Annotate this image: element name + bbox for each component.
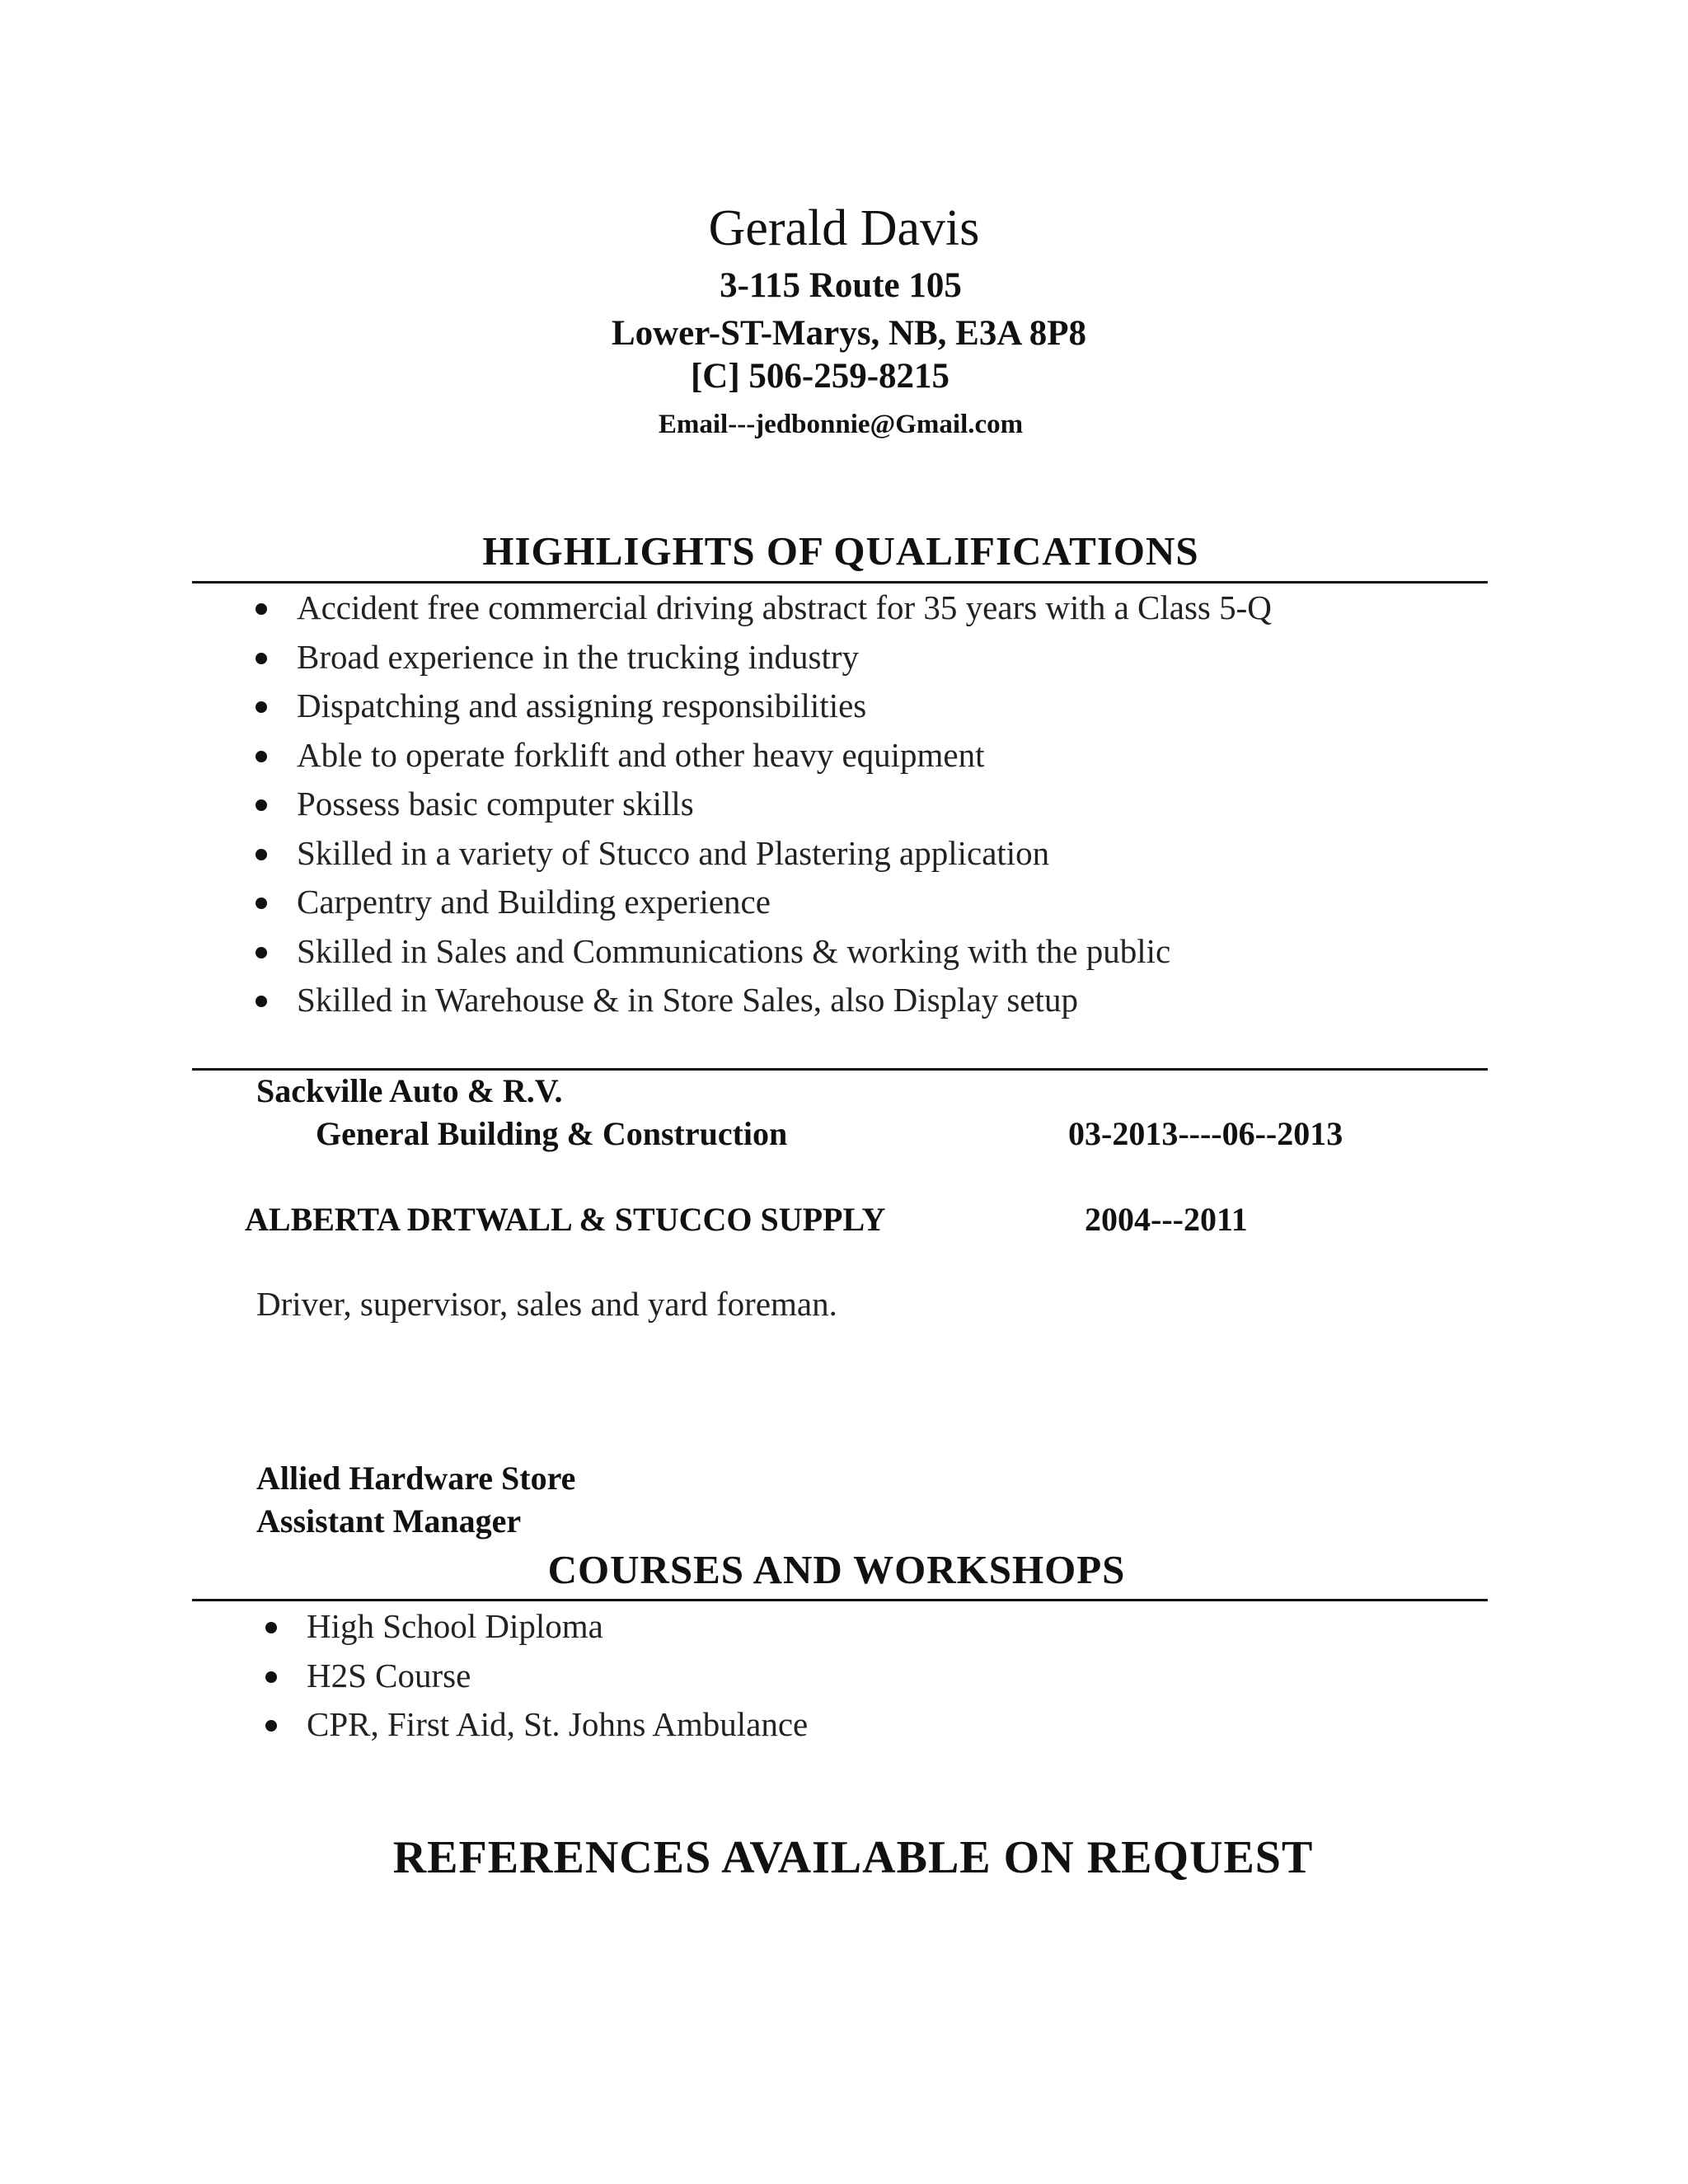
bullet-icon: [256, 603, 267, 615]
bullet-icon: [265, 1720, 277, 1732]
address-line-1: 3-115 Route 105: [720, 266, 962, 305]
list-item: Skilled in Warehouse & in Store Sales, also Display setup: [297, 976, 1272, 1025]
job2-description: Driver, supervisor, sales and yard foreman.: [256, 1285, 837, 1323]
bullet-icon: [256, 701, 267, 713]
list-item: Accident free commercial driving abstract for 35 years with a Class 5-Q: [297, 583, 1272, 633]
highlights-heading: HIGHLIGHTS OF QUALIFICATIONS: [482, 528, 1199, 574]
job2-employer: ALBERTA DRTWALL & STUCCO SUPPLY: [245, 1201, 886, 1238]
bullet-icon: [265, 1671, 277, 1683]
job3-employer: Allied Hardware Store: [256, 1460, 576, 1497]
bullet-icon: [256, 947, 267, 958]
job1-role: General Building & Construction: [316, 1115, 788, 1152]
job2-dates: 2004---2011: [1085, 1201, 1248, 1238]
bullet-icon: [256, 849, 267, 860]
candidate-name: Gerald Davis: [708, 200, 980, 256]
list-item: Skilled in Sales and Communications & working with the public: [297, 927, 1272, 977]
highlights-list: [297, 583, 1272, 1025]
list-item: Able to operate forklift and other heavy equipment: [297, 731, 1272, 780]
courses-heading: COURSES AND WORKSHOPS: [547, 1547, 1126, 1592]
bullet-icon: [256, 653, 267, 664]
list-item: Broad experience in the trucking industry: [297, 633, 1272, 682]
bullet-icon: [265, 1622, 277, 1633]
list-item: CPR, First Aid, St. Johns Ambulance: [307, 1700, 808, 1750]
bullet-icon: [256, 751, 267, 762]
bullet-icon: [256, 799, 267, 811]
job3-role: Assistant Manager: [256, 1502, 522, 1540]
list-item: Carpentry and Building experience: [297, 878, 1272, 927]
email-address: Email---jedbonnie@Gmail.com: [658, 410, 1024, 439]
references-note: REFERENCES AVAILABLE ON REQUEST: [392, 1832, 1314, 1883]
job1-dates: 03-2013----06--2013: [1068, 1115, 1343, 1152]
job1-employer: Sackville Auto & R.V.: [256, 1072, 563, 1109]
list-item: H2S Course: [307, 1652, 808, 1701]
experience-divider: [192, 1068, 1488, 1071]
bullet-icon: [256, 898, 267, 909]
courses-list: [307, 1602, 808, 1750]
bullet-icon: [256, 996, 267, 1007]
courses-divider: [192, 1599, 1488, 1601]
list-item: Dispatching and assigning responsibilities: [297, 682, 1272, 731]
list-item: Possess basic computer skills: [297, 780, 1272, 829]
address-line-2: Lower-ST-Marys, NB, E3A 8P8: [611, 314, 1087, 353]
phone-number: [C] 506-259-8215: [690, 357, 950, 396]
list-item: High School Diploma: [307, 1602, 808, 1652]
list-item: Skilled in a variety of Stucco and Plastering application: [297, 829, 1272, 879]
